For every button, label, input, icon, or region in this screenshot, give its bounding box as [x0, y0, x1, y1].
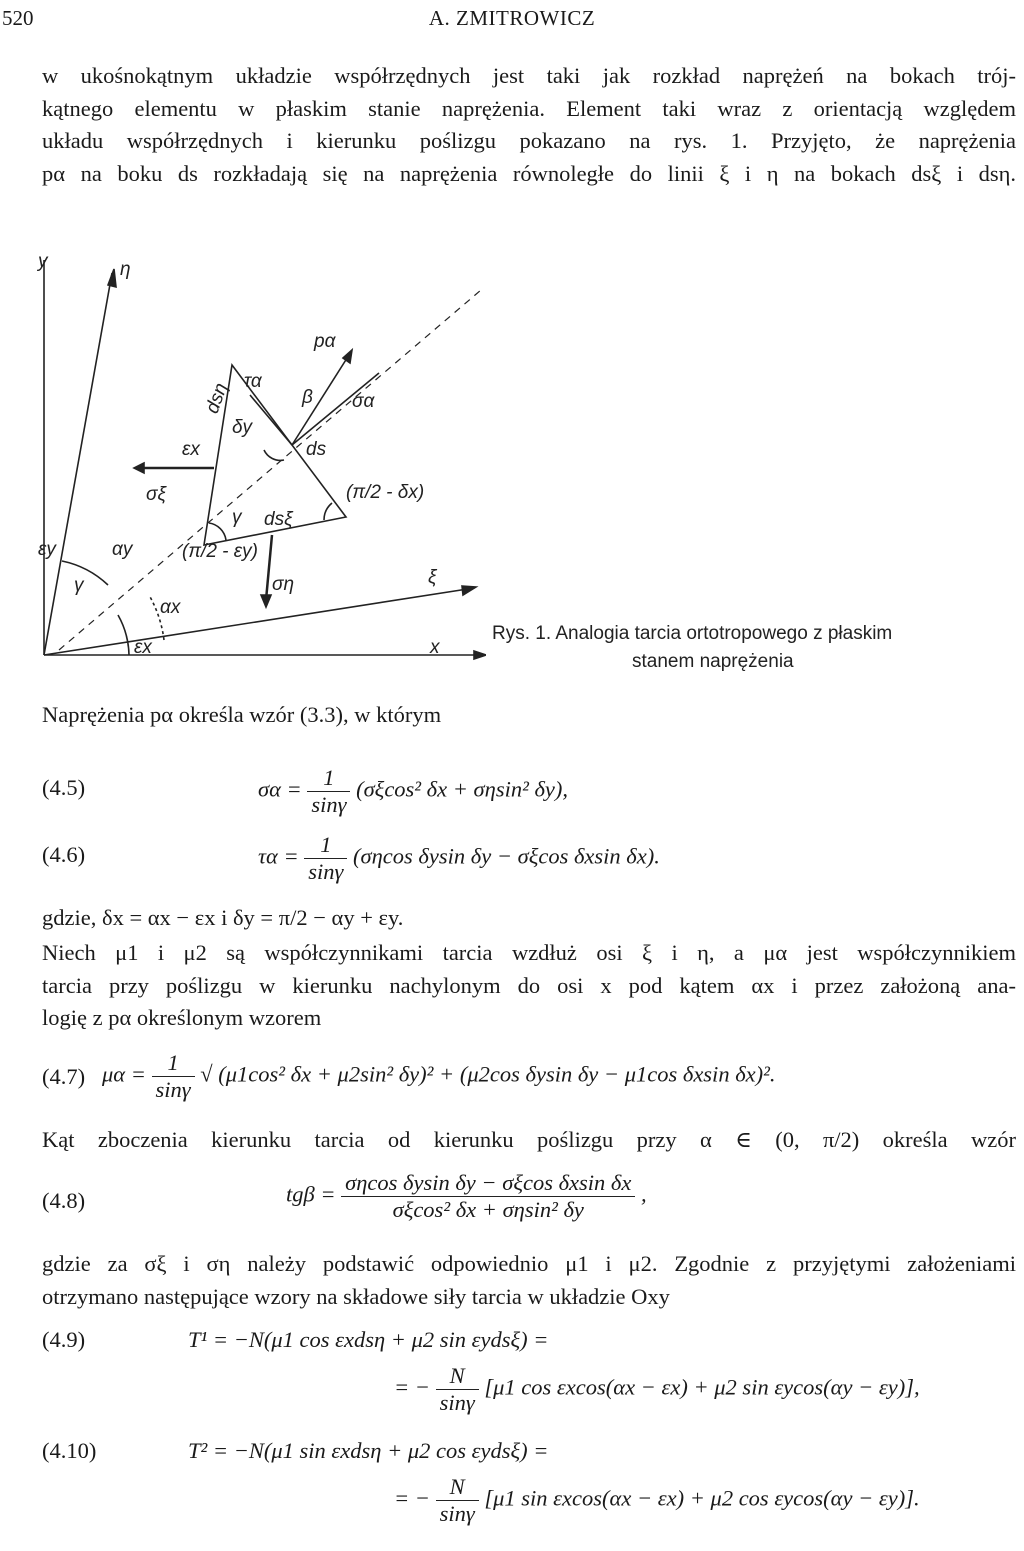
- label-sigma-eta: ση: [272, 574, 295, 595]
- label-gamma-inner: γ: [232, 507, 242, 528]
- eq-rhs: (σξcos² δx + σηsin² δy),: [356, 776, 569, 802]
- eq-frac-num: 1: [152, 1050, 195, 1077]
- caption-line: Rys. 1. Analogia tarcia ortotropowego z płaskim: [492, 623, 893, 644]
- label-tau-alpha: τα: [244, 371, 262, 392]
- figure-diagram: [34, 255, 486, 675]
- label-eps-x-top: εx: [182, 439, 200, 460]
- label-ds-xi: dsξ: [264, 509, 293, 530]
- niech-line: tarcia przy poślizgu w kierunku nachylonym do osi x pod kątem αx i przez założoną ana-: [42, 972, 1016, 998]
- gdzie2-line: gdzie za σξ i ση należy podstawić odpowiednio μ1 i μ2. Zgodnie z przyjętymi założeniami: [42, 1251, 1016, 1276]
- intro-line: w ukośnokątnym układzie współrzędnych jest taki jak rozkład naprężeń na bokach trój-: [42, 63, 1016, 88]
- figure-caption: [492, 620, 892, 676]
- label-ds-eta: dsη: [201, 380, 233, 417]
- eq-line1: T² = −N(μ1 sin εxdsη + μ2 cos εydsξ) =: [188, 1438, 549, 1463]
- tau-arrow: [250, 395, 292, 445]
- sigma-eta-arrow-icon: [261, 595, 271, 607]
- label-pi2-dx: (π/2 - δx): [346, 482, 425, 503]
- kat-line: [42, 1124, 1016, 1157]
- label-p-alpha: pα: [314, 331, 336, 352]
- equation-4-8: [42, 1170, 1018, 1230]
- niech-paragraph: [42, 937, 1016, 1035]
- xi-axis: [44, 588, 474, 655]
- equation-4-10: [42, 1438, 1018, 1548]
- p-alpha-arrow: [292, 355, 349, 445]
- label-sigma-alpha: σα: [352, 391, 375, 412]
- label-sigma-xi: σξ: [146, 484, 166, 505]
- naprezenia-text: Naprężenia pα określa wzór (3.3), w którym: [42, 702, 442, 727]
- gdzie2-line: otrzymano następujące wzory na składowe siły tarcia w układzie Oxy: [42, 1283, 670, 1309]
- eq-line2-rhs: [μ1 sin εxcos(αx − εx) + μ2 cos εycos(αy − εy)].: [484, 1485, 920, 1511]
- label-y: y: [38, 255, 48, 272]
- label-gamma-outer: γ: [74, 575, 84, 596]
- niech-line: logię z pα określonym wzorem: [42, 1005, 322, 1030]
- eq-lhs: τα =: [258, 843, 299, 869]
- eq-lhs: σα =: [258, 776, 302, 802]
- kat-line-text: Kąt zboczenia kierunku tarcia od kierunku poślizgu przy α ∈ (0, π/2) określa wzór: [42, 1127, 1016, 1152]
- eq-line2-rhs: [μ1 cos εxcos(αx − εx) + μ2 sin εycos(αy − εy)],: [484, 1374, 920, 1400]
- equation-4-5: [42, 765, 1018, 815]
- eq-frac-num: 1: [304, 832, 347, 859]
- eq-frac-den: sinγ: [308, 859, 344, 884]
- angle-arc: [209, 523, 226, 540]
- angle-arc: [62, 561, 108, 585]
- eq-number: (4.7): [42, 1064, 86, 1089]
- label-x: x: [430, 637, 440, 658]
- xi-arrow-icon: [462, 586, 476, 595]
- eq-lhs: μα =: [102, 1061, 146, 1087]
- label-alpha-y: αy: [112, 539, 133, 560]
- eq-frac-den: σξcos² δx + σηsin² δy: [392, 1197, 584, 1222]
- gdzie2-paragraph: [42, 1248, 1016, 1313]
- eta-arrow-icon: [108, 269, 116, 287]
- eq-tail: ,: [640, 1181, 647, 1207]
- intro-line: pα na boku ds rozkładają się na naprężenia równoległe do linii ξ i η na bokach dsξ i dsη.: [42, 160, 1016, 186]
- eq-line2-pre: = −: [394, 1485, 430, 1511]
- label-alpha-x: αx: [160, 597, 181, 618]
- x-arrow-icon: [474, 651, 486, 659]
- label-pi2-ey: (π/2 - εy): [182, 541, 258, 562]
- eq-number: (4.6): [42, 842, 86, 867]
- angle-arc: [264, 450, 284, 460]
- label-eps-y: εy: [38, 539, 56, 560]
- caption-line: stanem naprężenia: [632, 651, 794, 672]
- equation-4-7: [42, 1050, 1018, 1105]
- angle-arc: [324, 503, 332, 520]
- label-beta: β: [302, 387, 313, 408]
- eq-frac-num: N: [436, 1363, 479, 1390]
- running-title: A. ZMITROWICZ: [428, 6, 596, 30]
- label-delta-y: δy: [232, 417, 253, 438]
- eq-number: (4.9): [42, 1327, 86, 1352]
- gdzie-line: gdzie, δx = αx − εx i δy = π/2 − αy + εy.: [42, 905, 404, 930]
- eq-line2-pre: = −: [394, 1374, 430, 1400]
- equation-4-9: [42, 1327, 1018, 1447]
- eq-rhs: √ (μ1cos² δx + μ2sin² δy)² + (μ2cos δysin δy − μ1cos δxsin δx)².: [200, 1061, 776, 1087]
- label-xi: ξ: [428, 567, 437, 588]
- eq-frac-num: σηcos δysin δy − σξcos δxsin δx: [341, 1170, 635, 1197]
- niech-line: Niech μ1 i μ2 są współczynnikami tarcia wzdłuż osi ξ i η, a μα jest współczynnikiem: [42, 940, 1016, 965]
- label-eps-x: εx: [134, 637, 152, 658]
- eq-rhs: (σηcos δysin δy − σξcos δxsin δx).: [353, 843, 660, 869]
- eq-number: (4.5): [42, 775, 86, 800]
- eq-frac-num: 1: [307, 765, 350, 792]
- eq-number: (4.8): [42, 1188, 86, 1213]
- label-eta: η: [120, 259, 131, 280]
- angle-arc: [118, 615, 129, 655]
- sigma-xi-arrow-icon: [134, 463, 144, 473]
- eq-frac-den: sinγ: [439, 1501, 475, 1526]
- eta-axis: [44, 273, 112, 655]
- intro-line: układu współrzędnych i kierunku poślizgu pokazano na rys. 1. Przyjęto, że naprężenia: [42, 128, 1016, 153]
- eq-frac-den: sinγ: [439, 1390, 475, 1415]
- eq-number: (4.10): [42, 1438, 97, 1463]
- intro-paragraph: [42, 60, 1016, 190]
- eq-line1: T¹ = −N(μ1 cos εxdsη + μ2 sin εydsξ) =: [188, 1327, 549, 1352]
- equation-4-6: [42, 832, 1018, 882]
- label-ds: ds: [306, 439, 327, 460]
- eq-lhs: tgβ =: [286, 1181, 336, 1207]
- eq-frac-den: sinγ: [155, 1077, 191, 1102]
- eq-frac-den: sinγ: [311, 792, 347, 817]
- intro-line: kątnego elementu w płaskim stanie naprężenia. Element taki wraz z orientacją względem: [42, 95, 1016, 121]
- page-number: 520: [2, 6, 34, 30]
- eq-frac-num: N: [436, 1474, 479, 1501]
